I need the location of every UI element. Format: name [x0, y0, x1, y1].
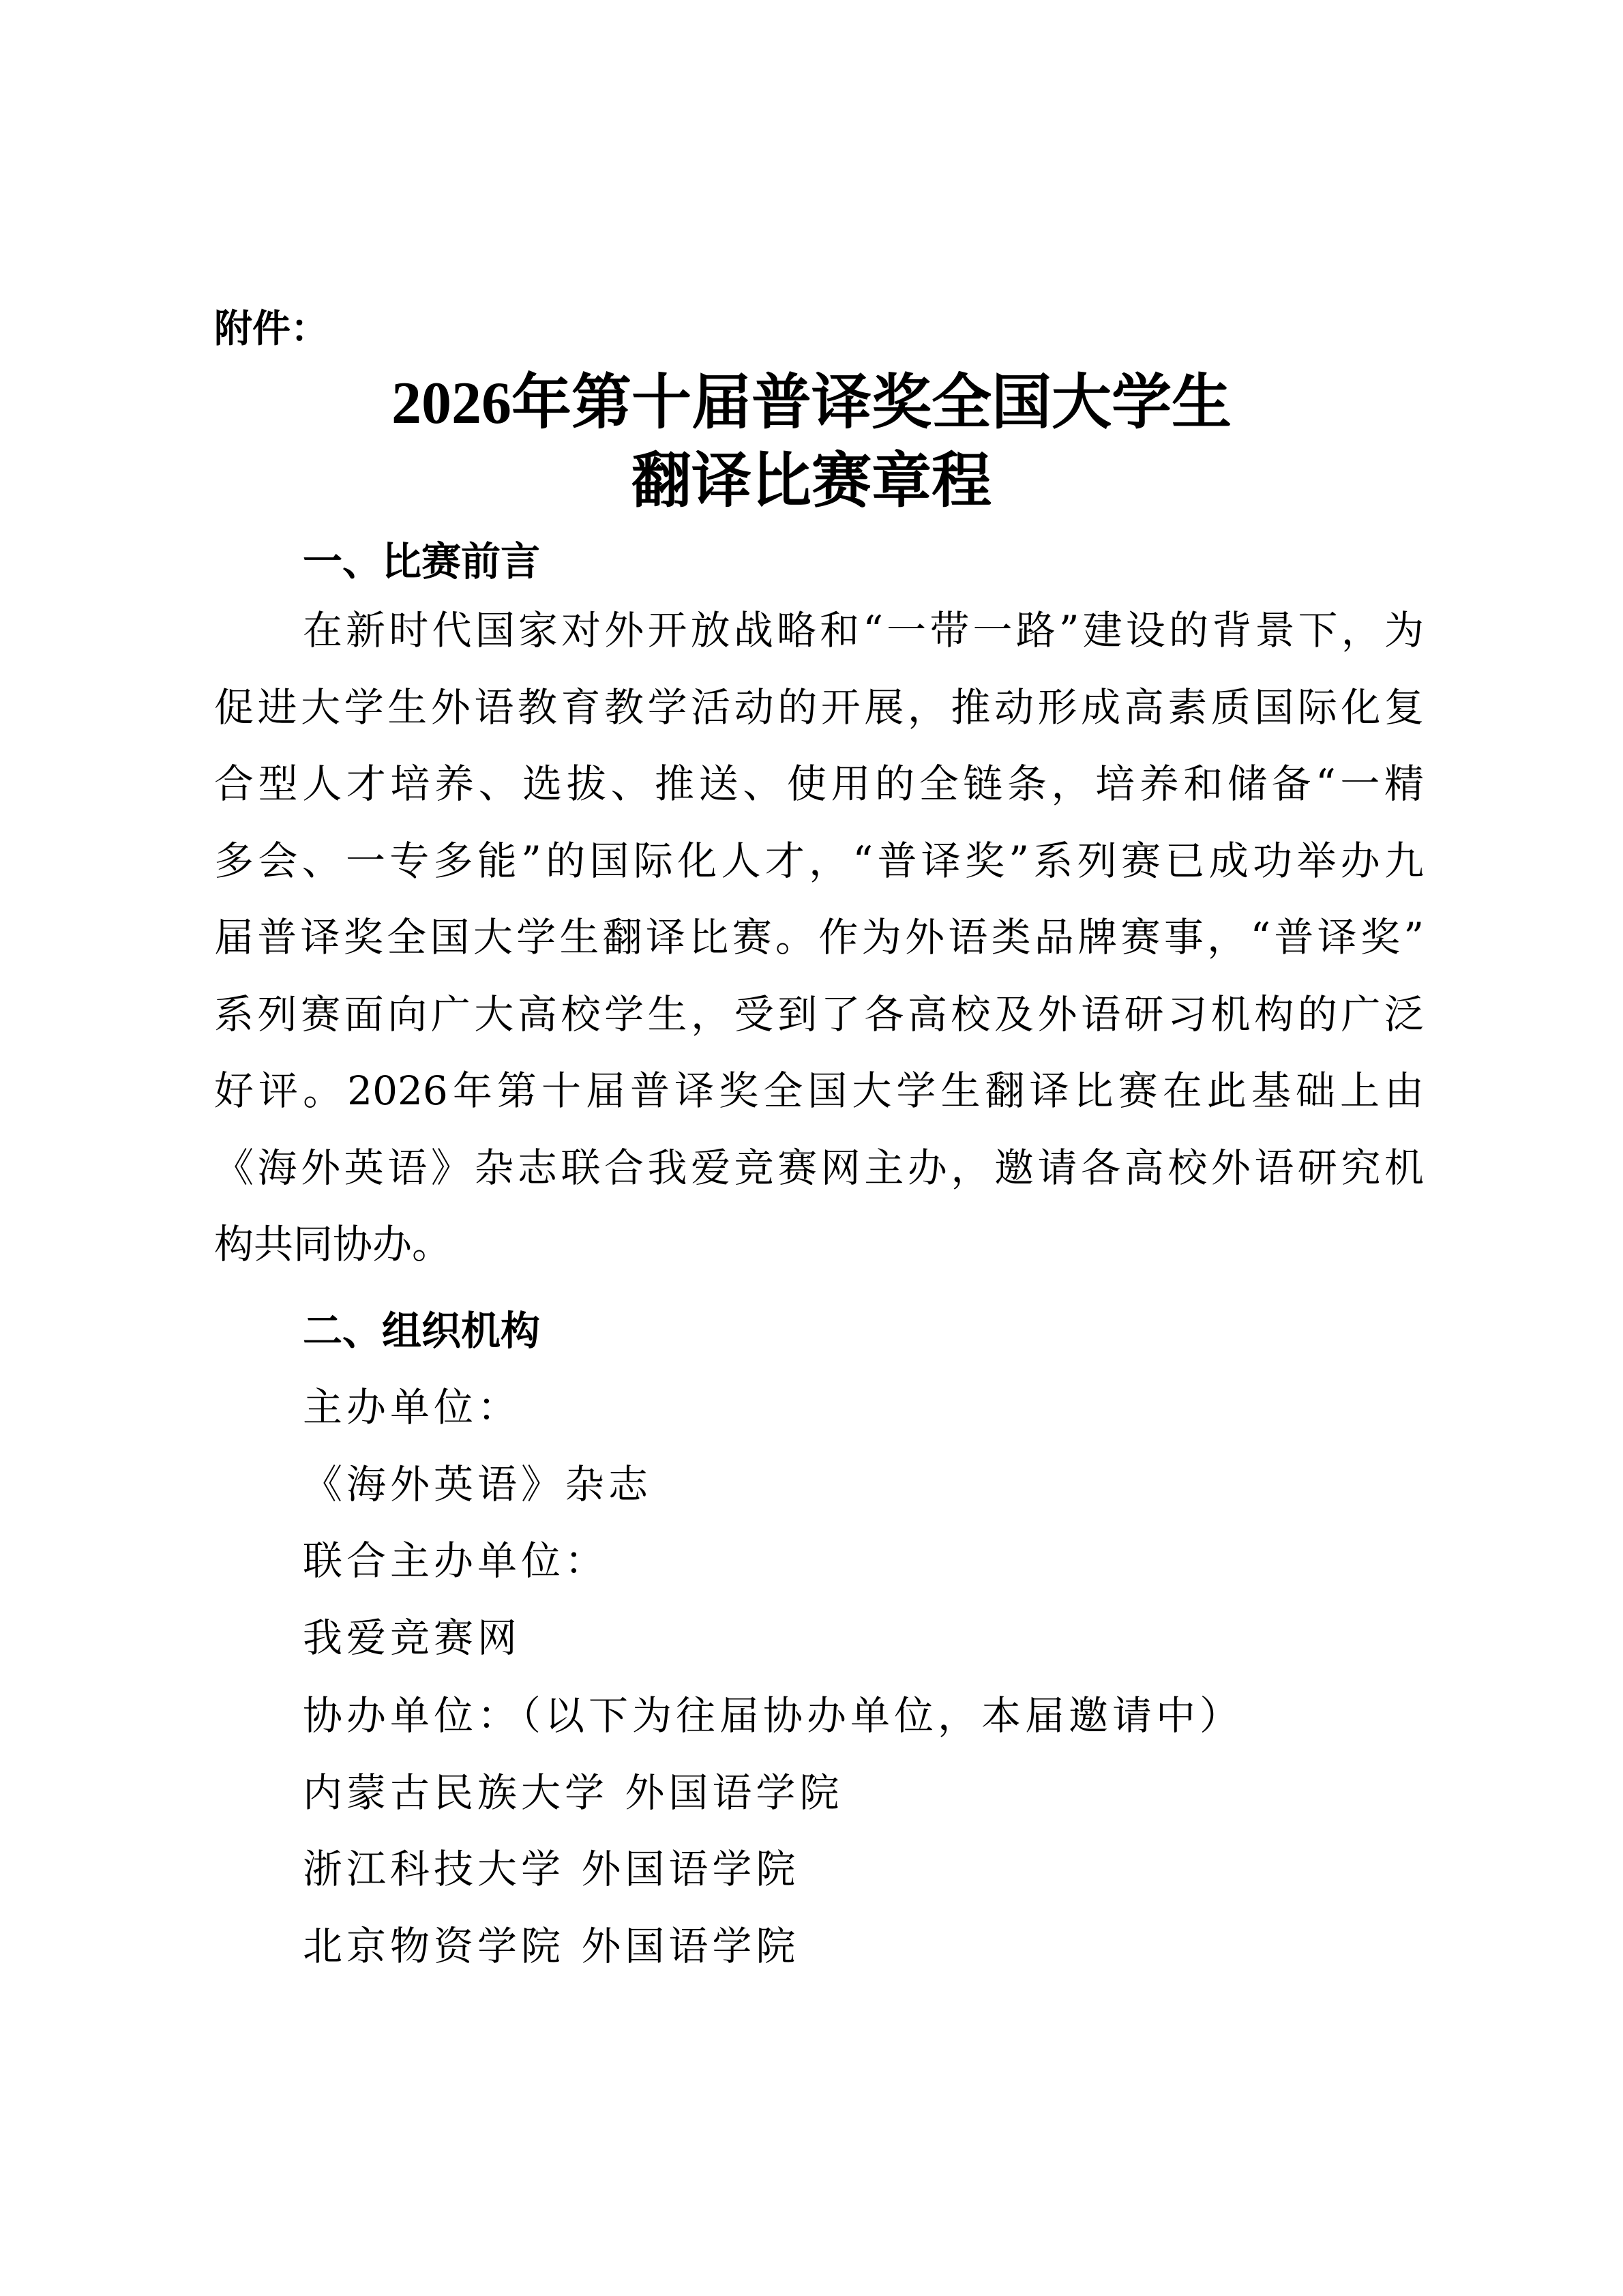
paragraph-line: 合型人才培养、选拔、推送、使用的全链条，培养和储备“一精 [214, 761, 1424, 807]
list-item: 我爱竞赛网 [303, 1615, 522, 1661]
list-item: 《海外英语》杂志 [303, 1461, 653, 1507]
paragraph-line: 系列赛面向广大高校学生，受到了各高校及外语研习机构的广泛 [214, 991, 1424, 1037]
paragraph-line: 好评。2026年第十届普译奖全国大学生翻译比赛在此基础上由 [214, 1068, 1424, 1114]
paragraph-line: 多会、一专多能”的国际化人才，“普译奖”系列赛已成功举办九 [214, 838, 1424, 884]
document-title-line2: 翻译比赛章程 [631, 449, 992, 515]
list-item: 北京物资学院 外国语学院 [303, 1923, 800, 1969]
paragraph-line: 《海外英语》杂志联合我爱竞赛网主办，邀请各高校外语研究机 [214, 1145, 1424, 1191]
section-heading-preface: 一、比赛前言 [303, 538, 541, 585]
list-item: 主办单位： [303, 1384, 522, 1430]
paragraph-line: 届普译奖全国大学生翻译比赛。作为外语类品牌赛事，“普译奖” [214, 914, 1424, 960]
list-item: 协办单位：（以下为往届协办单位，本届邀请中） [303, 1692, 1244, 1739]
paragraph-line: 在新时代国家对外开放战略和“一带一路”建设的背景下，为 [303, 607, 1424, 653]
list-item: 浙江科技大学 外国语学院 [303, 1846, 800, 1892]
paragraph-line: 构共同协办。 [214, 1221, 452, 1267]
paragraph-line: 促进大学生外语教育教学活动的开展，推动形成高素质国际化复 [214, 684, 1424, 731]
attachment-label: 附件： [214, 307, 329, 351]
document-title-line1: 2026年第十届普译奖全国大学生 [391, 370, 1232, 437]
section-heading-organization: 二、组织机构 [303, 1308, 541, 1354]
list-item: 联合主办单位： [303, 1537, 609, 1584]
list-item: 内蒙古民族大学 外国语学院 [303, 1769, 844, 1816]
